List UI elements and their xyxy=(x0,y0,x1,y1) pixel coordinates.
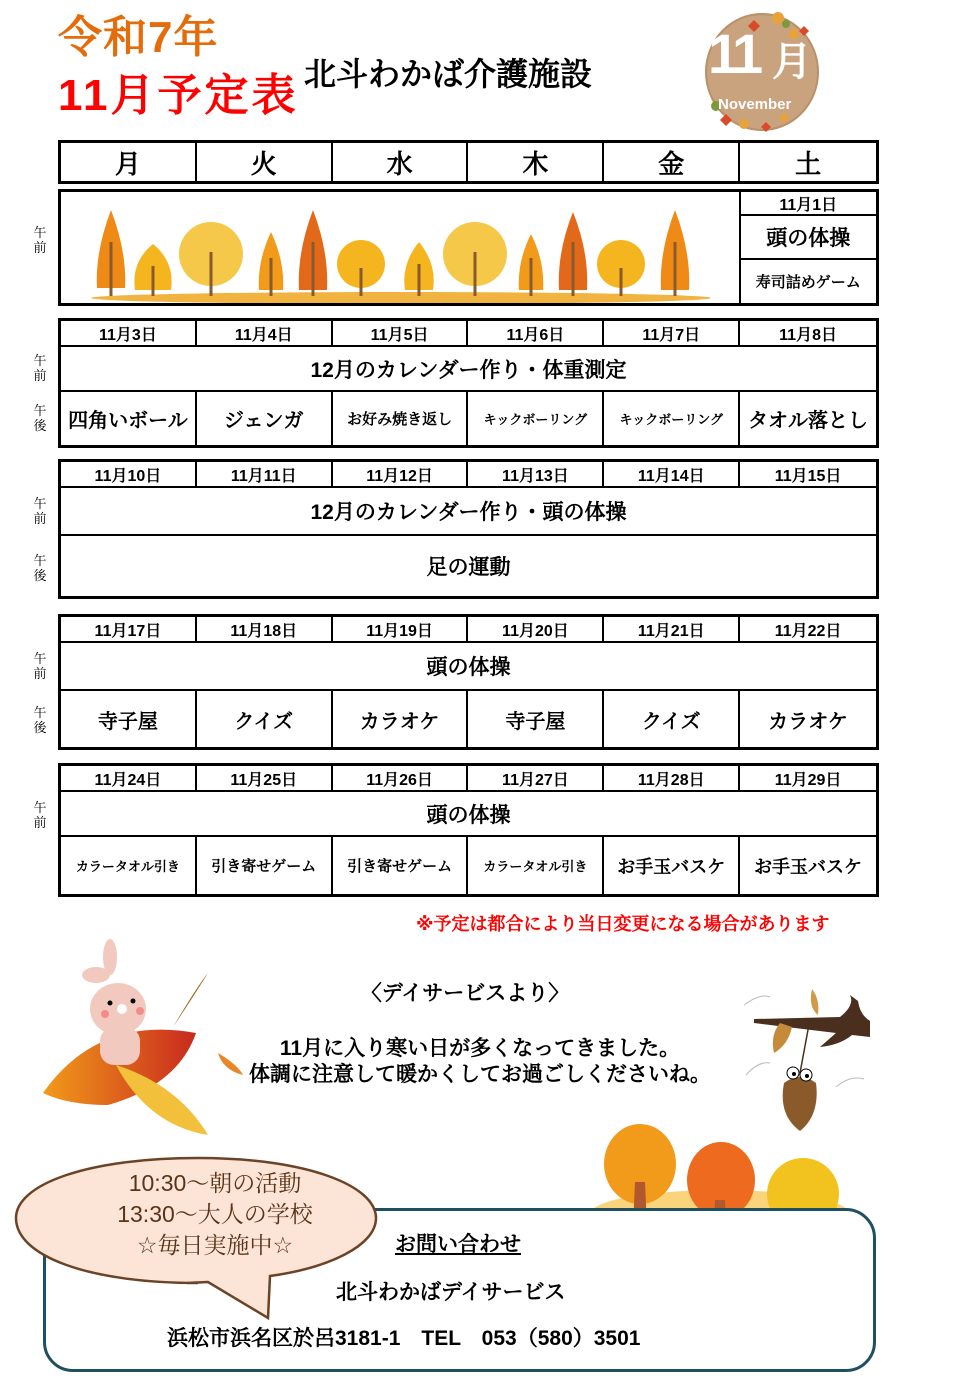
week-3-table xyxy=(58,459,879,599)
morning-activity: 12月のカレンダー作り・体重測定 xyxy=(61,347,876,392)
side-label-morning: 午前 xyxy=(33,225,47,255)
weekday-wed: 水 xyxy=(333,143,469,181)
week-5-table xyxy=(58,763,879,897)
afternoon-row xyxy=(61,691,876,747)
week-2-table xyxy=(58,318,879,448)
date-cell: 11月4日 xyxy=(197,321,333,345)
date-cell: 11月18日 xyxy=(197,617,333,641)
afternoon-activity: お手玉バスケ xyxy=(754,856,863,877)
weekday-tue: 火 xyxy=(197,143,333,181)
afternoon-activity: キックボーリング xyxy=(468,392,604,445)
afternoon-activity: タオル落とし xyxy=(748,410,869,432)
afternoon-activity: 寿司詰めゲーム xyxy=(755,274,861,291)
date-cell: 11月20日 xyxy=(468,617,604,641)
date-row xyxy=(61,321,876,347)
weekday-mon: 月 xyxy=(61,143,197,181)
badge-english: November xyxy=(718,96,792,113)
rabbit-on-leaf-icon xyxy=(38,935,248,1140)
contact-name: 北斗わかばデイサービス xyxy=(336,1281,566,1304)
morning-activity: 12月のカレンダー作り・頭の体操 xyxy=(61,488,876,536)
date-cell: 11月21日 xyxy=(604,617,740,641)
date-cell: 11月10日 xyxy=(61,462,197,486)
date-cell: 11月15日 xyxy=(774,467,842,485)
afternoon-activity: ジェンガ xyxy=(197,392,333,445)
date-cell: 11月17日 xyxy=(61,617,197,641)
weekday-fri: 金 xyxy=(604,143,740,181)
bubble-line-3: ☆毎日実施中☆ xyxy=(136,1232,294,1258)
weekday-thu: 木 xyxy=(468,143,604,181)
afternoon-row xyxy=(61,392,876,445)
afternoon-activity: 寺子屋 xyxy=(468,691,604,747)
era-year-title: 令和7年 xyxy=(58,13,219,62)
side-label-afternoon: 午後 xyxy=(33,553,47,583)
contact-address-phone: 浜松市浜名区於呂3181-1 TEL 053（580）3501 xyxy=(167,1327,641,1350)
saturday-nov-1-column xyxy=(741,192,877,303)
date-cell: 11月29日 xyxy=(774,771,842,789)
afternoon-activity: カラオケ xyxy=(768,710,848,733)
november-badge-icon xyxy=(696,6,826,134)
date-cell: 11月19日 xyxy=(333,617,469,641)
date-cell: 11月22日 xyxy=(774,622,842,640)
afternoon-row xyxy=(61,837,876,894)
afternoon-activity: カラータオル引き xyxy=(61,837,197,894)
afternoon-activity: カラオケ xyxy=(333,691,469,747)
afternoon-activity: 寺子屋 xyxy=(61,691,197,747)
bubble-text xyxy=(60,1168,370,1261)
date-cell: 11月1日 xyxy=(741,192,877,216)
date-cell: 11月25日 xyxy=(197,766,333,790)
message-line-2: 体調に注意して暖かくしてお過ごしくださいね。 xyxy=(249,1063,711,1086)
side-label-morning: 午前 xyxy=(33,353,47,383)
morning-activity: 頭の体操 xyxy=(61,792,876,837)
morning-activity: 頭の体操 xyxy=(61,643,876,691)
badge-kanji: 月 xyxy=(772,40,812,84)
bagworm-on-branch-icon xyxy=(740,975,880,1135)
date-row xyxy=(61,462,876,488)
afternoon-activity: クイズ xyxy=(197,691,333,747)
afternoon-activity: 四角いボール xyxy=(61,392,197,445)
side-label-afternoon: 午後 xyxy=(33,705,47,735)
afternoon-activity: キックボーリング xyxy=(604,392,740,445)
weekday-sat: 土 xyxy=(795,148,822,179)
date-cell: 11月13日 xyxy=(468,462,604,486)
date-cell: 11月27日 xyxy=(468,766,604,790)
week-4-table xyxy=(58,614,879,750)
date-cell: 11月6日 xyxy=(468,321,604,345)
date-cell: 11月26日 xyxy=(333,766,469,790)
date-cell: 11月3日 xyxy=(61,321,197,345)
afternoon-activity: 引き寄せゲーム xyxy=(333,837,469,894)
badge-number: 11 xyxy=(708,22,760,85)
weekday-header xyxy=(58,140,879,184)
side-label-afternoon: 午後 xyxy=(33,403,47,433)
date-cell: 11月7日 xyxy=(604,321,740,345)
afternoon-activity: お手玉バスケ xyxy=(604,837,740,894)
facility-name: 北斗わかば介護施設 xyxy=(304,56,593,92)
message-body xyxy=(240,1036,720,1088)
side-label-morning: 午前 xyxy=(33,496,47,526)
schedule-title: 11月予定表 xyxy=(58,71,299,120)
afternoon-activity: クイズ xyxy=(604,691,740,747)
afternoon-activity: 足の運動 xyxy=(426,556,511,579)
date-cell: 11月5日 xyxy=(333,321,469,345)
morning-activity: 頭の体操 xyxy=(741,216,877,260)
date-cell: 11月11日 xyxy=(197,462,333,486)
date-cell: 11月14日 xyxy=(604,462,740,486)
side-label-morning: 午前 xyxy=(33,651,47,681)
autumn-trees-illustration-icon xyxy=(61,192,741,303)
date-row xyxy=(61,617,876,643)
afternoon-activity: カラータオル引き xyxy=(468,837,604,894)
bubble-line-1: 10:30～朝の活動 xyxy=(128,1170,302,1196)
contact-heading: お問い合わせ xyxy=(395,1233,521,1256)
date-cell: 11月28日 xyxy=(604,766,740,790)
message-line-1: 11月に入り寒い日が多くなってきました。 xyxy=(279,1037,681,1060)
bubble-line-2: 13:30～大人の学校 xyxy=(117,1201,313,1227)
week-1-table xyxy=(58,189,879,306)
afternoon-activity: 引き寄せゲーム xyxy=(197,837,333,894)
date-row xyxy=(61,766,876,792)
date-cell: 11月8日 xyxy=(779,326,837,344)
side-label-morning: 午前 xyxy=(33,800,47,830)
schedule-change-notice: ※予定は都合により当日変更になる場合があります xyxy=(416,914,830,934)
message-title: 〈デイサービスより〉 xyxy=(360,982,570,1005)
afternoon-activity: お好み焼き返し xyxy=(333,392,469,445)
date-cell: 11月24日 xyxy=(61,766,197,790)
date-cell: 11月12日 xyxy=(333,462,469,486)
